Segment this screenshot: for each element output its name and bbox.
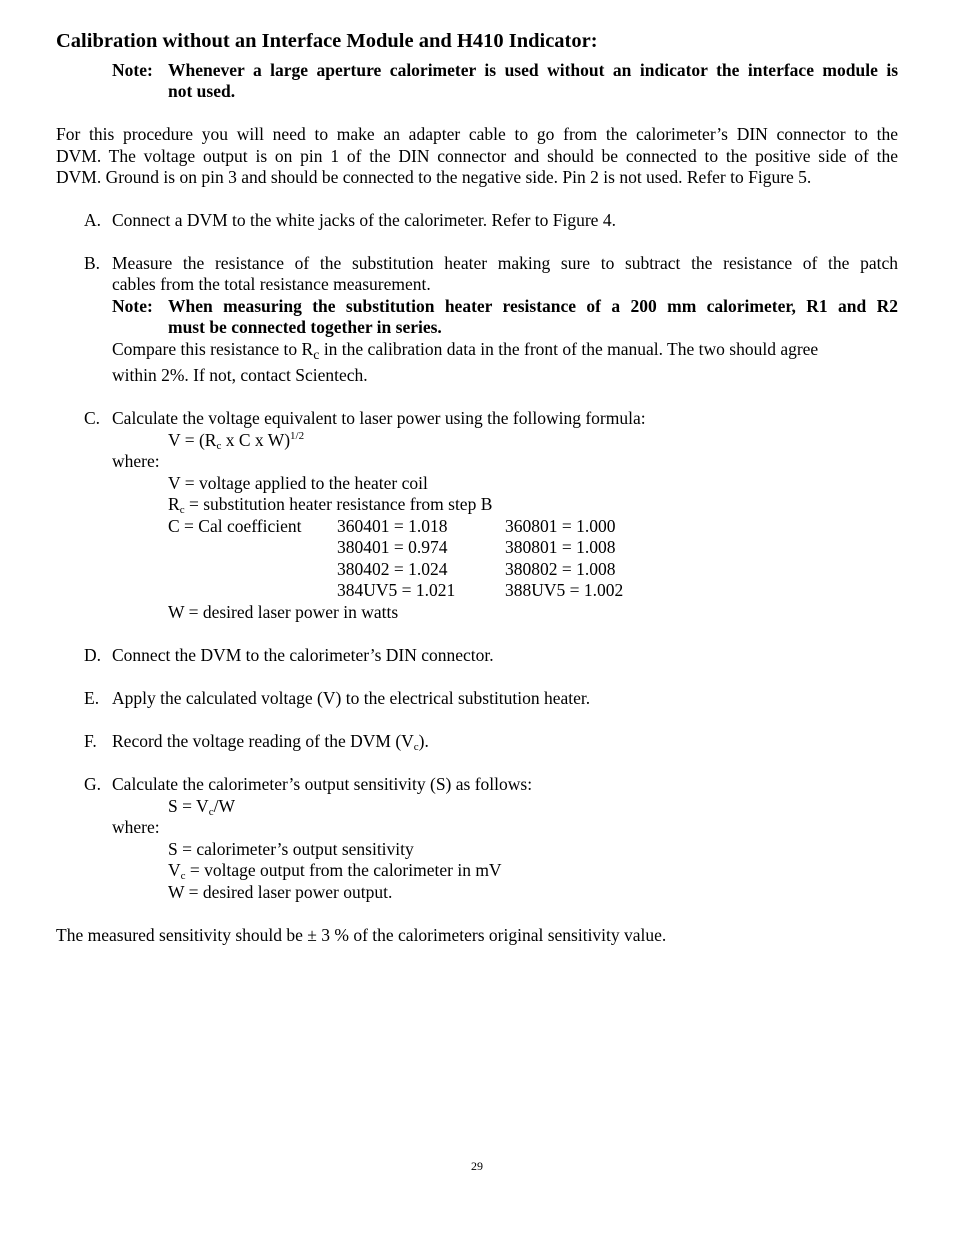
definition: $R_c$ = substitution heater resistance from step B (168, 494, 493, 516)
formula: $V = (R_c$ x C x W)$^{1/2}$ (168, 430, 305, 452)
coefficient: 360401 = 1.018 (337, 516, 448, 536)
coefficient: 380802 = 1.008 (505, 559, 616, 579)
step-text: cables from the total resistance measurement. (112, 274, 431, 294)
note-label: Note: (112, 296, 153, 316)
step-letter: E. (84, 688, 100, 708)
coefficient: 360801 = 1.000 (505, 516, 616, 536)
step-text: Record the voltage reading of the DVM $(V_c)$. (112, 731, 429, 753)
definition: V = voltage applied to the heater coil (168, 473, 428, 493)
coefficient: 384UV5 = 1.021 (337, 580, 456, 600)
note-text-line: Whenever a large aperture calorimeter is used without an indicator the interface module is (168, 60, 898, 80)
compare-line-2: within 2%. If not, contact Scientech. (112, 365, 368, 385)
coefficient: 388UV5 = 1.002 (505, 580, 624, 600)
step-text: Calculate the calorimeter’s output sensitivity (S) as follows: (112, 774, 533, 794)
step-letter: A. (84, 210, 102, 230)
compare-text: Compare this resistance to $R_c$ in the calibration data in the front of the manual. The two should agree (112, 339, 819, 363)
step-text: Apply the calculated voltage (V) to the electrical substitution heater. (112, 688, 591, 708)
definition: $V_c$ = voltage output from the calorimeter in mV (168, 860, 502, 882)
compare-line (112, 339, 898, 361)
where-label: where: (112, 451, 160, 471)
note-text-line: must be connected together in series. (168, 317, 442, 337)
step-text: Measure the resistance of the substitution heater making sure to subtract the resistance of the patch (112, 253, 898, 273)
coefficient: 380402 = 1.024 (337, 559, 448, 579)
definition: W = desired laser power output. (168, 882, 393, 902)
note-text-line: not used. (168, 81, 236, 101)
step-letter: G. (84, 774, 102, 794)
intro-line: DVM. The voltage output is on pin 1 of the DIN connector and should be connected to the positive side of the (56, 146, 898, 166)
step-letter: F. (84, 731, 97, 751)
step-text: Calculate the voltage equivalent to laser power using the following formula: (112, 408, 646, 428)
step-text: Connect a DVM to the white jacks of the calorimeter. Refer to Figure 4. (112, 210, 616, 230)
formula: $S = V_c/W$ (168, 796, 235, 818)
step-letter: B. (84, 253, 101, 273)
step-letter: C. (84, 408, 101, 428)
step-text: Connect the DVM to the calorimeter’s DIN connector. (112, 645, 494, 665)
coefficient: 380801 = 1.008 (505, 537, 616, 557)
intro-line: DVM. Ground is on pin 3 and should be connected to the negative side. Pin 2 is not used. Refer to Figure 5. (56, 167, 812, 187)
definition: S = calorimeter’s output sensitivity (168, 839, 414, 859)
intro-line: For this procedure you will need to make an adapter cable to go from the calorimeter’s DIN connector to the (56, 124, 898, 144)
where-label: where: (112, 817, 160, 837)
definition: W = desired laser power in watts (168, 602, 399, 622)
page-number: 29 (471, 1159, 483, 1173)
note-label: Note: (112, 60, 153, 80)
page-title: Calibration without an Interface Module and H410 Indicator: (56, 30, 598, 52)
conclusion: The measured sensitivity should be ± 3 % of the calorimeters original sensitivity value. (56, 925, 667, 945)
coefficient: 380401 = 0.974 (337, 537, 448, 557)
step-letter: D. (84, 645, 102, 665)
note-text-line: When measuring the substitution heater resistance of a 200 mm calorimeter, R1 and R2 (168, 296, 898, 316)
definition: C = Cal coefficient (168, 516, 302, 536)
